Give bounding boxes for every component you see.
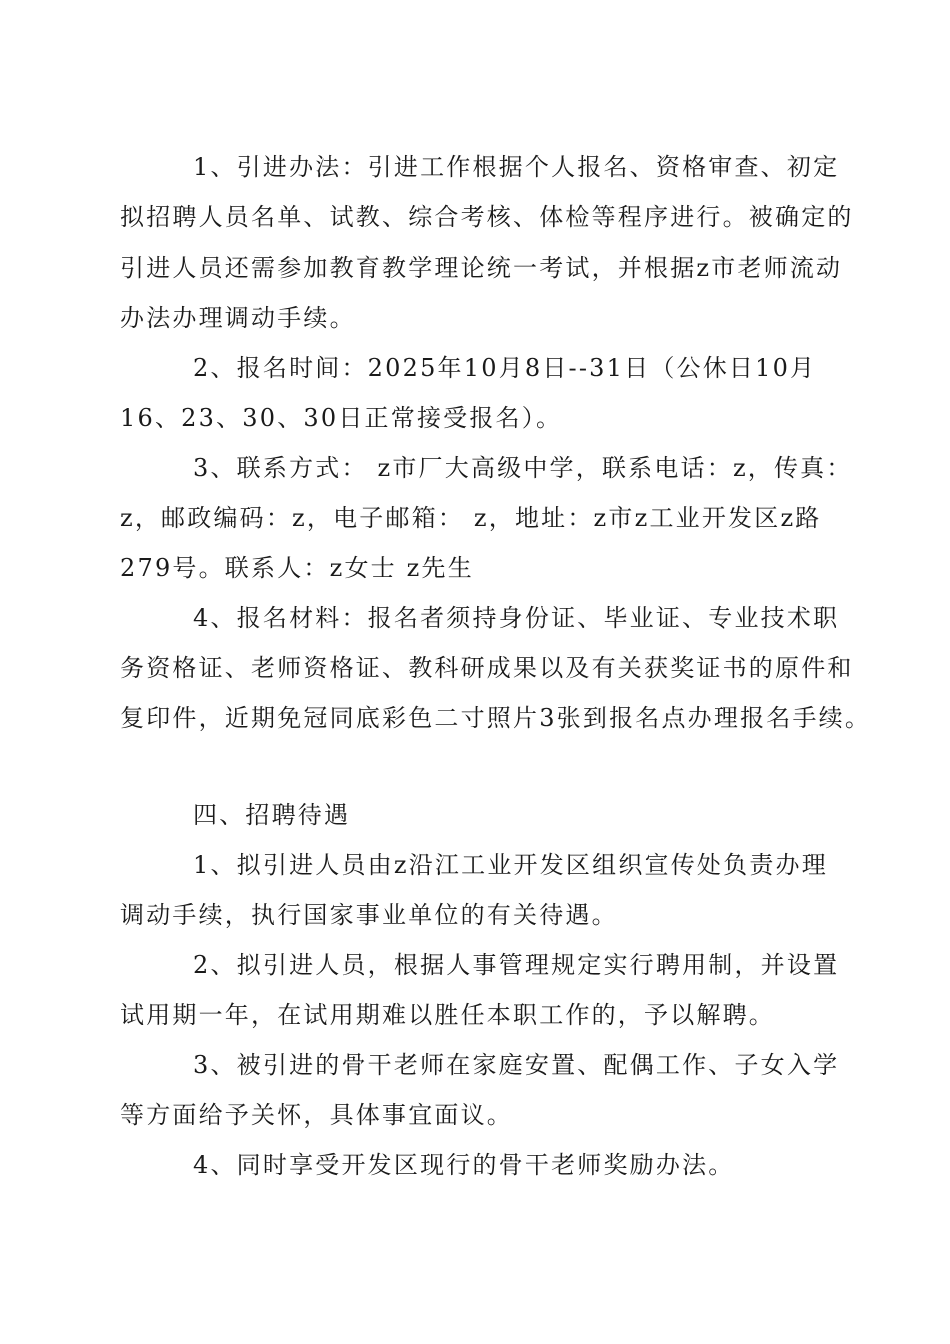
paragraph-line: 务资格证、老师资格证、教科研成果以及有关获奖证书的原件和 — [120, 654, 854, 682]
paragraph-line: 试用期一年，在试用期难以胜任本职工作的，予以解聘。 — [120, 1001, 775, 1029]
paragraph-line: 16、23、30、30日正常接受报名）。 — [120, 404, 563, 432]
paragraph-line: 3、联系方式： z市厂大高级中学，联系电话：z，传真： — [193, 454, 853, 482]
paragraph-line: 拟招聘人员名单、试教、综合考核、体检等程序进行。被确定的 — [120, 203, 854, 231]
paragraph-line: 引进人员还需参加教育教学理论统一考试，并根据z市老师流动 — [120, 254, 843, 282]
paragraph-line: z，邮政编码：z，电子邮箱： z，地址：z市z工业开发区z路 — [120, 504, 822, 532]
paragraph-line: 4、同时享受开发区现行的骨干老师奖励办法。 — [193, 1151, 735, 1179]
paragraph-line: 办法办理调动手续。 — [120, 304, 356, 332]
paragraph-line: 4、报名材料：报名者须持身份证、毕业证、专业技术职 — [193, 604, 840, 632]
paragraph-line: 1、拟引进人员由z沿江工业开发区组织宣传处负责办理 — [193, 851, 828, 879]
section-heading: 四、招聘待遇 — [193, 801, 351, 829]
paragraph-line: 2、拟引进人员，根据人事管理规定实行聘用制，并设置 — [193, 951, 840, 979]
paragraph-line: 279号。联系人：z女士 z先生 — [120, 554, 474, 582]
paragraph-line: 1、引进办法：引进工作根据个人报名、资格审查、初定 — [193, 153, 840, 181]
paragraph-line: 调动手续，执行国家事业单位的有关待遇。 — [120, 901, 618, 929]
paragraph-line: 3、被引进的骨干老师在家庭安置、配偶工作、子女入学 — [193, 1051, 840, 1079]
paragraph-line: 复印件，近期免冠同底彩色二寸照片3张到报名点办理报名手续。 — [120, 704, 872, 732]
paragraph-line: 2、报名时间：2025年10月8日--31日（公休日10月 — [193, 354, 817, 382]
paragraph-line: 等方面给予关怀，具体事宜面议。 — [120, 1101, 513, 1129]
